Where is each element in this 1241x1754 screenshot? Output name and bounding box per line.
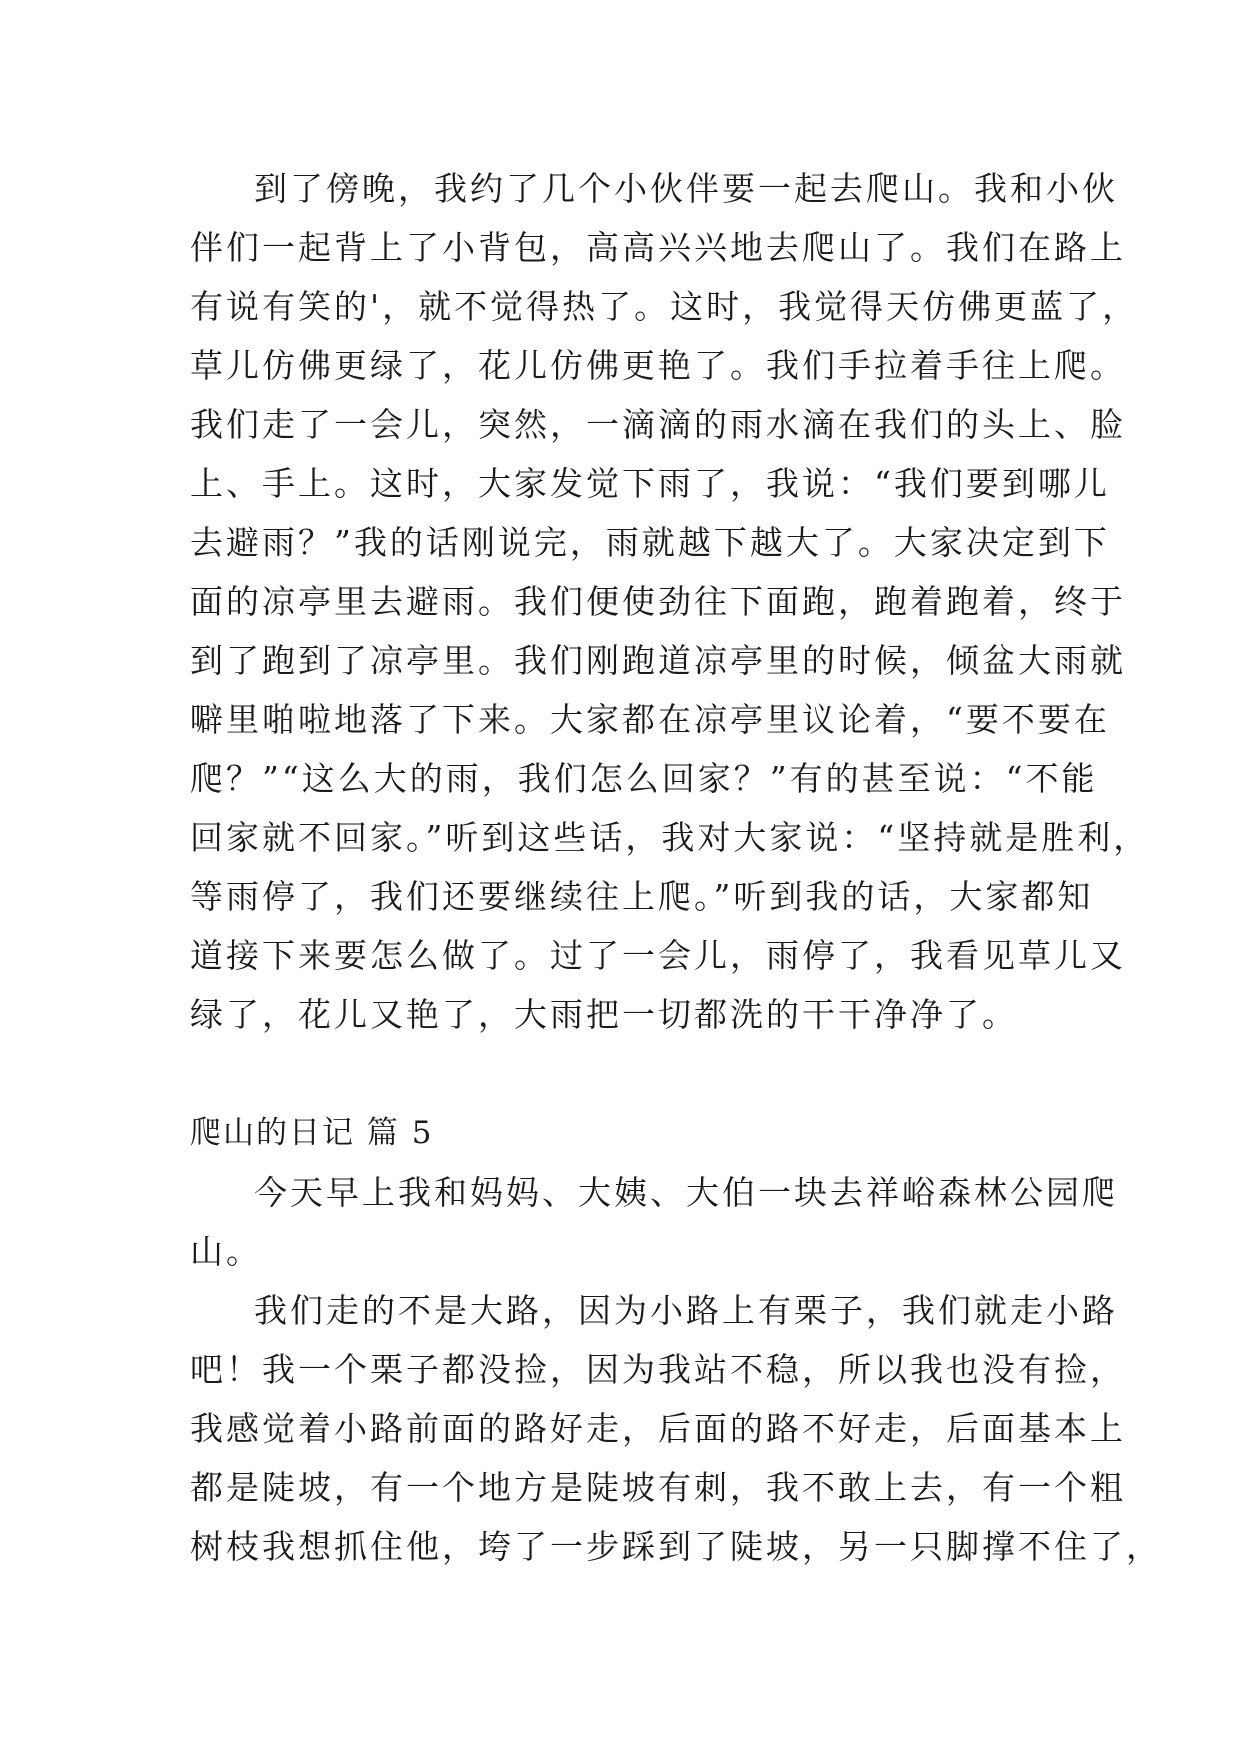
paragraph-line: 到了跑到了凉亭里。我们刚跑道凉亭里的时候，倾盆大雨就 xyxy=(190,641,1126,680)
paragraph-line: 今天早上我和妈妈、大姨、大伯一块去祥峪森林公园爬 xyxy=(254,1173,1118,1212)
paragraph-line: 绿了，花儿又艳了，大雨把一切都洗的干干净净了。 xyxy=(190,995,1018,1034)
paragraph-line: 伴们一起背上了小背包，高高兴兴地去爬山了。我们在路上 xyxy=(190,228,1126,267)
paragraph-line: 树枝我想抓住他，垮了一步踩到了陡坡，另一只脚撑不住了， xyxy=(190,1527,1162,1566)
paragraph-line: 去避雨？”我的话刚说完，雨就越下越大了。大家决定到下 xyxy=(190,523,1110,562)
paragraph-line: 爬？”“这么大的雨，我们怎么回家？”有的甚至说：“不能 xyxy=(190,759,1098,798)
paragraph-line: 我们走了一会儿，突然，一滴滴的雨水滴在我们的头上、脸 xyxy=(190,405,1126,444)
paragraph-line: 山。 xyxy=(190,1232,262,1271)
paragraph-line: 噼里啪啦地落了下来。大家都在凉亭里议论着，“要不要在 xyxy=(190,700,1110,739)
story-paragraph-rain xyxy=(190,159,1150,1044)
paragraph-line: 上、手上。这时，大家发觉下雨了，我说：“我们要到哪儿 xyxy=(190,464,1110,503)
paragraph-line: 我感觉着小路前面的路好走，后面的路不好走，后面基本上 xyxy=(190,1409,1126,1448)
section-heading: 爬山的日记 篇 5 xyxy=(190,1115,434,1151)
paragraph-line: 道接下来要怎么做了。过了一会儿，雨停了，我看见草儿又 xyxy=(190,936,1126,975)
paragraph-line: 面的凉亭里去避雨。我们便使劲往下面跑，跑着跑着，终于 xyxy=(190,582,1126,621)
paragraph-line: 我们走的不是大路，因为小路上有栗子，我们就走小路 xyxy=(254,1291,1118,1330)
paragraph-line: 吧！我一个栗子都没捡，因为我站不稳，所以我也没有捡， xyxy=(190,1350,1126,1389)
paragraph-line: 有说有笑的'，就不觉得热了。这时，我觉得天仿佛更蓝了， xyxy=(190,287,1139,326)
paragraph-line: 到了傍晚，我约了几个小伙伴要一起去爬山。我和小伙 xyxy=(254,169,1118,208)
paragraph-line: 草儿仿佛更绿了，花儿仿佛更艳了。我们手拉着手往上爬。 xyxy=(190,346,1126,385)
paragraph-line: 等雨停了，我们还要继续往上爬。”听到我的话，大家都知 xyxy=(190,877,1094,916)
paragraph-line: 都是陡坡，有一个地方是陡坡有刺，我不敢上去，有一个粗 xyxy=(190,1468,1126,1507)
story-paragraphs-forest xyxy=(190,1163,1162,1576)
paragraph-line: 回家就不回家。”听到这些话，我对大家说：“坚持就是胜利， xyxy=(190,818,1150,857)
